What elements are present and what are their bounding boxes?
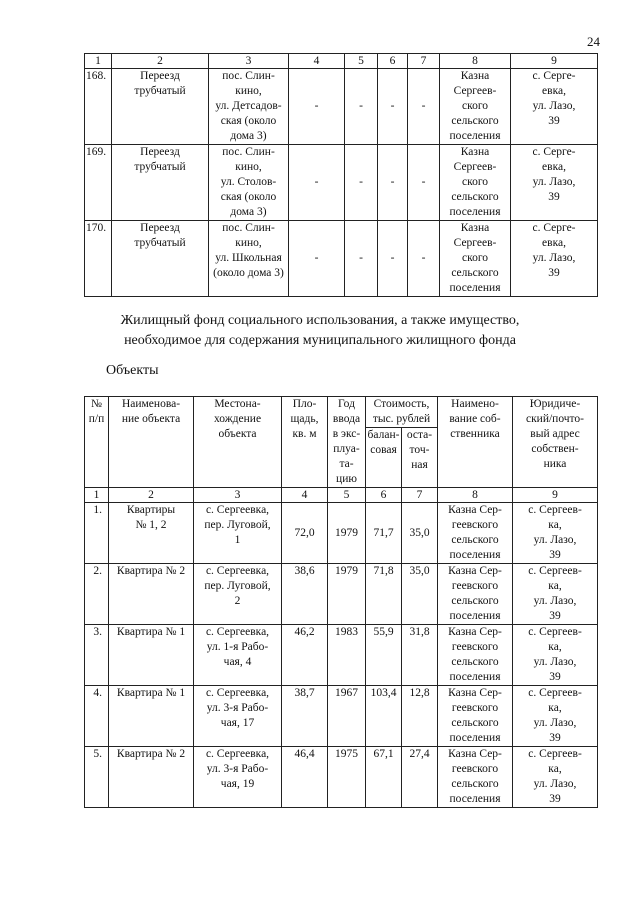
row-number: 1.: [85, 503, 109, 564]
object-area: 46,4: [282, 747, 328, 808]
object-year: 1979: [328, 564, 366, 625]
header-residual: оста- точ- ная: [402, 428, 438, 488]
table-row: [85, 221, 598, 297]
owner-address: с. Сергеев- ка, ул. Лазо, 39: [513, 625, 598, 686]
cost-residual: 35,0: [402, 564, 438, 625]
col-number: 5: [345, 54, 378, 69]
table-row: [85, 69, 598, 145]
cell-dash: -: [345, 221, 378, 297]
cell-dash: -: [408, 221, 440, 297]
object-location: пос. Слин- кино, ул. Школьная (около дома 3): [209, 221, 289, 297]
col-number: 4: [282, 488, 328, 503]
owner: Казна Сер- геевского сельского поселения: [438, 747, 513, 808]
owner: Казна Сер- геевского сельского поселения: [438, 503, 513, 564]
owner-address: с. Серге- евка, ул. Лазо, 39: [511, 221, 598, 297]
object-name: Переезд трубчатый: [112, 221, 209, 297]
col-number: 2: [112, 54, 209, 69]
section-heading: Жилищный фонд социального использования, а также имущество, необходимое для содержания муниципального жилищного фонда: [120, 313, 520, 348]
col-number: 8: [440, 54, 511, 69]
header-cost: Стоимость, тыс. рублей: [366, 397, 438, 428]
cell-dash: -: [378, 221, 408, 297]
col-number: 3: [209, 54, 289, 69]
object-location: с. Сергеевка, ул. 1-я Рабо- чая, 4: [194, 625, 282, 686]
owner: Казна Сергеев- ского сельского поселения: [440, 221, 511, 297]
row-number: 4.: [85, 686, 109, 747]
col-number: 2: [109, 488, 194, 503]
object-location: с. Сергеевка, ул. 3-я Рабо- чая, 19: [194, 747, 282, 808]
page-number: 24: [587, 34, 600, 49]
object-area: 38,6: [282, 564, 328, 625]
table-row: [85, 503, 598, 564]
row-number: 5.: [85, 747, 109, 808]
header-address: Юридиче- ский/почто- вый адрес собствен- ника: [513, 397, 598, 488]
row-number: 168.: [85, 69, 112, 145]
cost-balance: 67,1: [366, 747, 402, 808]
row-number: 3.: [85, 625, 109, 686]
col-number: 6: [378, 54, 408, 69]
cost-residual: 35,0: [402, 503, 438, 564]
table-row: [85, 625, 598, 686]
object-location: с. Сергеевка, пер. Луговой, 1: [194, 503, 282, 564]
cell-dash: -: [345, 69, 378, 145]
owner: Казна Сер- геевского сельского поселения: [438, 564, 513, 625]
object-area: 72,0: [282, 503, 328, 564]
cell-dash: -: [289, 69, 345, 145]
col-number: 7: [402, 488, 438, 503]
col-number: 7: [408, 54, 440, 69]
col-number: 1: [85, 488, 109, 503]
col-number: 9: [511, 54, 598, 69]
cell-dash: -: [378, 69, 408, 145]
col-number: 5: [328, 488, 366, 503]
owner-address: с. Серге- евка, ул. Лазо, 39: [511, 69, 598, 145]
cell-dash: -: [289, 145, 345, 221]
cost-balance: 103,4: [366, 686, 402, 747]
col-number: 8: [438, 488, 513, 503]
table-row: [85, 564, 598, 625]
header-owner: Наимено- вание соб- ственника: [438, 397, 513, 488]
cell-dash: -: [345, 145, 378, 221]
header-balance: балан- совая: [366, 428, 402, 488]
table-housing: [84, 396, 598, 808]
cost-residual: 31,8: [402, 625, 438, 686]
header-name: Наименова- ние объекта: [109, 397, 194, 488]
object-name: Переезд трубчатый: [112, 69, 209, 145]
header-num: № п/п: [85, 397, 109, 488]
row-number: 169.: [85, 145, 112, 221]
col-number: 3: [194, 488, 282, 503]
owner-address: с. Серге- евка, ул. Лазо, 39: [511, 145, 598, 221]
cost-balance: 55,9: [366, 625, 402, 686]
table-roads: [84, 53, 598, 297]
col-number: 4: [289, 54, 345, 69]
col-number: 1: [85, 54, 112, 69]
object-name: Переезд трубчатый: [112, 145, 209, 221]
col-number: 6: [366, 488, 402, 503]
cost-residual: 27,4: [402, 747, 438, 808]
header-location: Местона- хождение объекта: [194, 397, 282, 488]
object-location: пос. Слин- кино, ул. Детсадов- ская (около дома 3): [209, 69, 289, 145]
row-number: 2.: [85, 564, 109, 625]
owner-address: с. Сергеев- ка, ул. Лазо, 39: [513, 686, 598, 747]
cell-dash: -: [408, 69, 440, 145]
header-year: Год ввода в экс- плуа- та- цию: [328, 397, 366, 488]
object-name: Квартира № 2: [109, 747, 194, 808]
cell-dash: -: [408, 145, 440, 221]
cost-balance: 71,7: [366, 503, 402, 564]
object-location: с. Сергеевка, пер. Луговой, 2: [194, 564, 282, 625]
header-area: Пло- щадь, кв. м: [282, 397, 328, 488]
object-year: 1975: [328, 747, 366, 808]
object-area: 38,7: [282, 686, 328, 747]
object-year: 1979: [328, 503, 366, 564]
owner-address: с. Сергеев- ка, ул. Лазо, 39: [513, 747, 598, 808]
objects-label: Объекты: [106, 363, 159, 378]
table-row: [85, 145, 598, 221]
table-row: [85, 747, 598, 808]
cell-dash: -: [289, 221, 345, 297]
cell-dash: -: [378, 145, 408, 221]
owner-address: с. Сергеев- ка, ул. Лазо, 39: [513, 503, 598, 564]
table-roads-column-numbers: [85, 54, 598, 69]
object-name: Квартира № 1: [109, 686, 194, 747]
object-location: с. Сергеевка, ул. 3-я Рабо- чая, 17: [194, 686, 282, 747]
object-area: 46,2: [282, 625, 328, 686]
object-name: Квартира № 1: [109, 625, 194, 686]
object-year: 1967: [328, 686, 366, 747]
object-year: 1983: [328, 625, 366, 686]
object-name: Квартиры № 1, 2: [109, 503, 194, 564]
owner-address: с. Сергеев- ка, ул. Лазо, 39: [513, 564, 598, 625]
cost-residual: 12,8: [402, 686, 438, 747]
owner: Казна Сергеев- ского сельского поселения: [440, 145, 511, 221]
table-row: [85, 686, 598, 747]
owner: Казна Сер- геевского сельского поселения: [438, 686, 513, 747]
object-location: пос. Слин- кино, ул. Столов- ская (около дома 3): [209, 145, 289, 221]
object-name: Квартира № 2: [109, 564, 194, 625]
col-number: 9: [513, 488, 598, 503]
table-housing-column-numbers: [85, 488, 598, 503]
owner: Казна Сергеев- ского сельского поселения: [440, 69, 511, 145]
owner: Казна Сер- геевского сельского поселения: [438, 625, 513, 686]
row-number: 170.: [85, 221, 112, 297]
table-header-row: [85, 397, 598, 428]
cost-balance: 71,8: [366, 564, 402, 625]
